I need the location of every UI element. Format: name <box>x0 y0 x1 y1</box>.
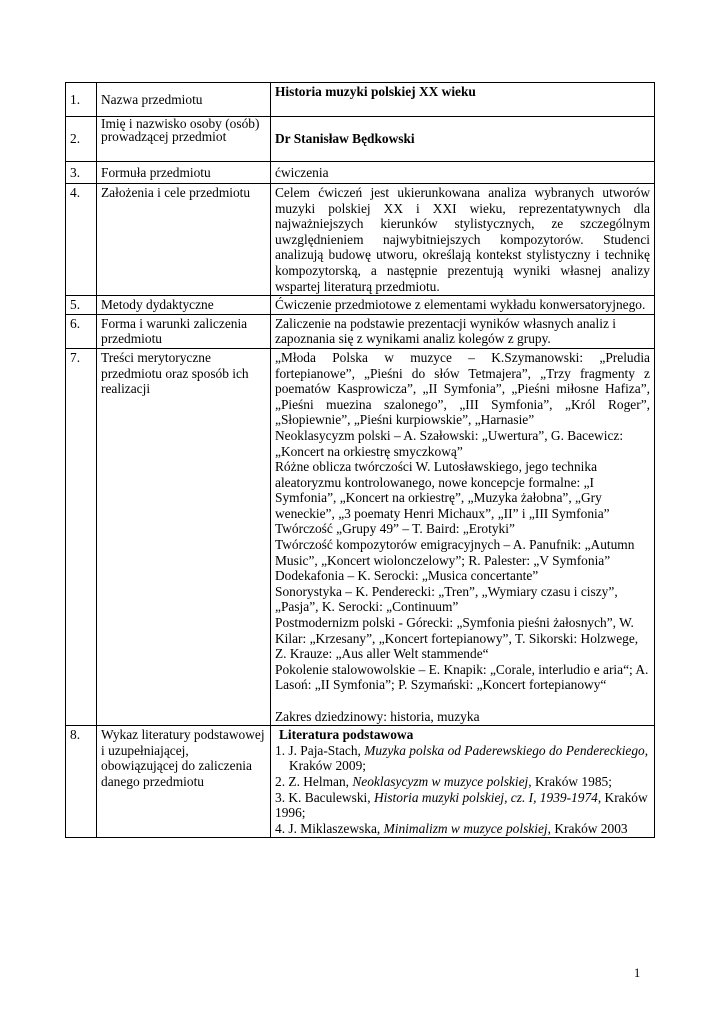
content-line: Różne oblicza twórczości W. Lutosławskiego, jego technika aleatoryzmu kontrolowanego, nowe koncepcje formalne: „I Symfonia”, „Koncert na orkiestrę”, „Muzyka żałobna”, „Gry weneckie”, „3 poematy Henri Michaux”, „II” i „III Symfonia” <box>275 459 610 521</box>
literature-heading: Literatura podstawowa <box>279 727 414 743</box>
content-intro: „Młoda Polska w muzyce – K.Szymanowski: „Preludia fortepianowe”, „Pieśni do słów Tetmajera”, „Trzy fragmenty z poematów Kasprowicza”, „II Symfonia”, „Pieśni miłosne Hafiza”, „Pieśni muezina szalonego”, „III Symfonia”, „Król Roger”, „Słopiewnie”, „Pieśni kurpiowskie”, „Harnasie” <box>275 349 650 428</box>
list-item <box>275 790 650 821</box>
table-row <box>66 117 655 162</box>
lit-pub: , Kraków 2009; <box>289 742 649 774</box>
teaching-methods: Ćwiczenie przedmiotowe z elementami wykładu konwersatoryjnego. <box>271 296 655 315</box>
row-number: 4. <box>66 184 97 296</box>
content-line: Neoklasycyzm polski – A. Szałowski: „Uwertura”, G. Bacewicz: „Koncert na orkiestrę smyczkową” <box>275 427 624 459</box>
row-label: Treści merytoryczne przedmiotu oraz sposób ich realizacji <box>97 348 271 725</box>
row-number: 2. <box>66 117 97 162</box>
list-item <box>275 743 650 774</box>
table-row <box>66 314 655 348</box>
list-item <box>275 821 650 837</box>
table-row <box>66 348 655 725</box>
table-row <box>66 296 655 315</box>
lit-title: Neoklasycyzm w muzyce polskiej <box>352 773 529 789</box>
content-line: Postmodernizm polski - Górecki: „Symfonia pieśni żałosnych”, W. Kilar: „Krzesany”, „Koncert fortepianowy”, T. Sikorski: Holzwege, Z. Krauze: „Aus aller Welt stammende“ <box>275 615 639 662</box>
lit-title: Minimalizm w muzyce polskiej <box>383 820 548 836</box>
literature-items <box>275 743 650 837</box>
assessment-conditions: Zaliczenie na podstawie prezentacji wyników własnych analiz i zapoznania się z wynikami analiz kolegów z grupy. <box>271 314 655 348</box>
table-row <box>66 162 655 184</box>
row-label: Imię i nazwisko osoby (osób) prowadzącej przedmiot <box>97 117 271 162</box>
content-line: Twórczość kompozytorów emigracyjnych – A. Panufnik: „Autumn Music”, „Koncert wiolonczelowy”; R. Palester: „V Symfonia” <box>275 537 635 568</box>
row-label: Wykaz literatury podstawowej i uzupełniającej, obowiązującej do zaliczenia danego przedmiotu <box>97 726 271 838</box>
content-line: Dodekafonia – K. Serocki: „Musica concertante” <box>275 568 539 584</box>
course-goals: Celem ćwiczeń jest ukierunkowana analiza wybranych utworów muzyki polskiej XX i XXI wieku, reprezentatywnych dla najważniejszych kierunków stylistycznych, ze szczególnym uwzględnieniem najwybitniejszych kompozytorów. Studenci analizują budowę utworu, określają kontekst stylistyczny i technikę kompozytorską, a następnie prezentują wyniki własnej analizy wspartej literaturą przedmiotu. <box>271 184 655 296</box>
row-label: Nazwa przedmiotu <box>97 83 271 117</box>
content-line: Sonorystyka – K. Penderecki: „Tren”, „Wymiary czasu i ciszy”, „Pasja”, K. Serocki: „Continuum” <box>275 583 618 615</box>
row-number: 1. <box>66 83 97 117</box>
row-number: 5. <box>66 296 97 315</box>
row-number: 6. <box>66 314 97 348</box>
row-number: 8. <box>66 726 97 838</box>
lit-author: 2. Z. Helman, <box>275 773 353 789</box>
row-label: Założenia i cele przedmiotu <box>97 184 271 296</box>
lit-pub: , Kraków 2003 <box>547 820 628 836</box>
row-label: Forma i warunki zaliczenia przedmiotu <box>97 314 271 348</box>
spacer <box>275 693 650 709</box>
table-row <box>66 83 655 117</box>
content-scope: Zakres dziedzinowy: historia, muzyka <box>275 708 480 724</box>
course-form: ćwiczenia <box>271 162 655 184</box>
page-number: 1 <box>634 966 641 980</box>
lit-author: 3. K. Baculewski, <box>275 789 374 805</box>
instructor-name: Dr Stanisław Będkowski <box>271 117 655 162</box>
literature-list <box>271 726 655 838</box>
course-content <box>271 348 655 725</box>
course-name: Historia muzyki polskiej XX wieku <box>271 83 655 117</box>
content-line: Twórczość „Grupy 49” – T. Baird: „Erotyki” <box>275 521 515 537</box>
lit-author: 1. J. Paja-Stach, <box>275 742 365 758</box>
row-label: Metody dydaktyczne <box>97 296 271 315</box>
lit-title: Historia muzyki polskiej, cz. I, 1939-1974 <box>373 789 598 805</box>
lit-pub: , Kraków 1996; <box>275 789 648 821</box>
row-number: 7. <box>66 348 97 725</box>
row-number: 3. <box>66 162 97 184</box>
syllabus-table <box>65 82 655 838</box>
lit-author: 4. J. Miklaszewska, <box>275 820 384 836</box>
table-row <box>66 726 655 838</box>
row-label: Formuła przedmiotu <box>97 162 271 184</box>
content-line: Pokolenie stalowowolskie – E. Knapik: „Corale, interludio e aria“; A. Lasoń: „II Symfonia”; P. Szymański: „Koncert fortepianowy“ <box>275 661 649 693</box>
list-item <box>275 774 650 790</box>
lit-pub: , Kraków 1985; <box>528 773 612 789</box>
table-row <box>66 184 655 296</box>
lit-title: Muzyka polska od Paderewskiego do Pendereckiego <box>364 742 645 758</box>
